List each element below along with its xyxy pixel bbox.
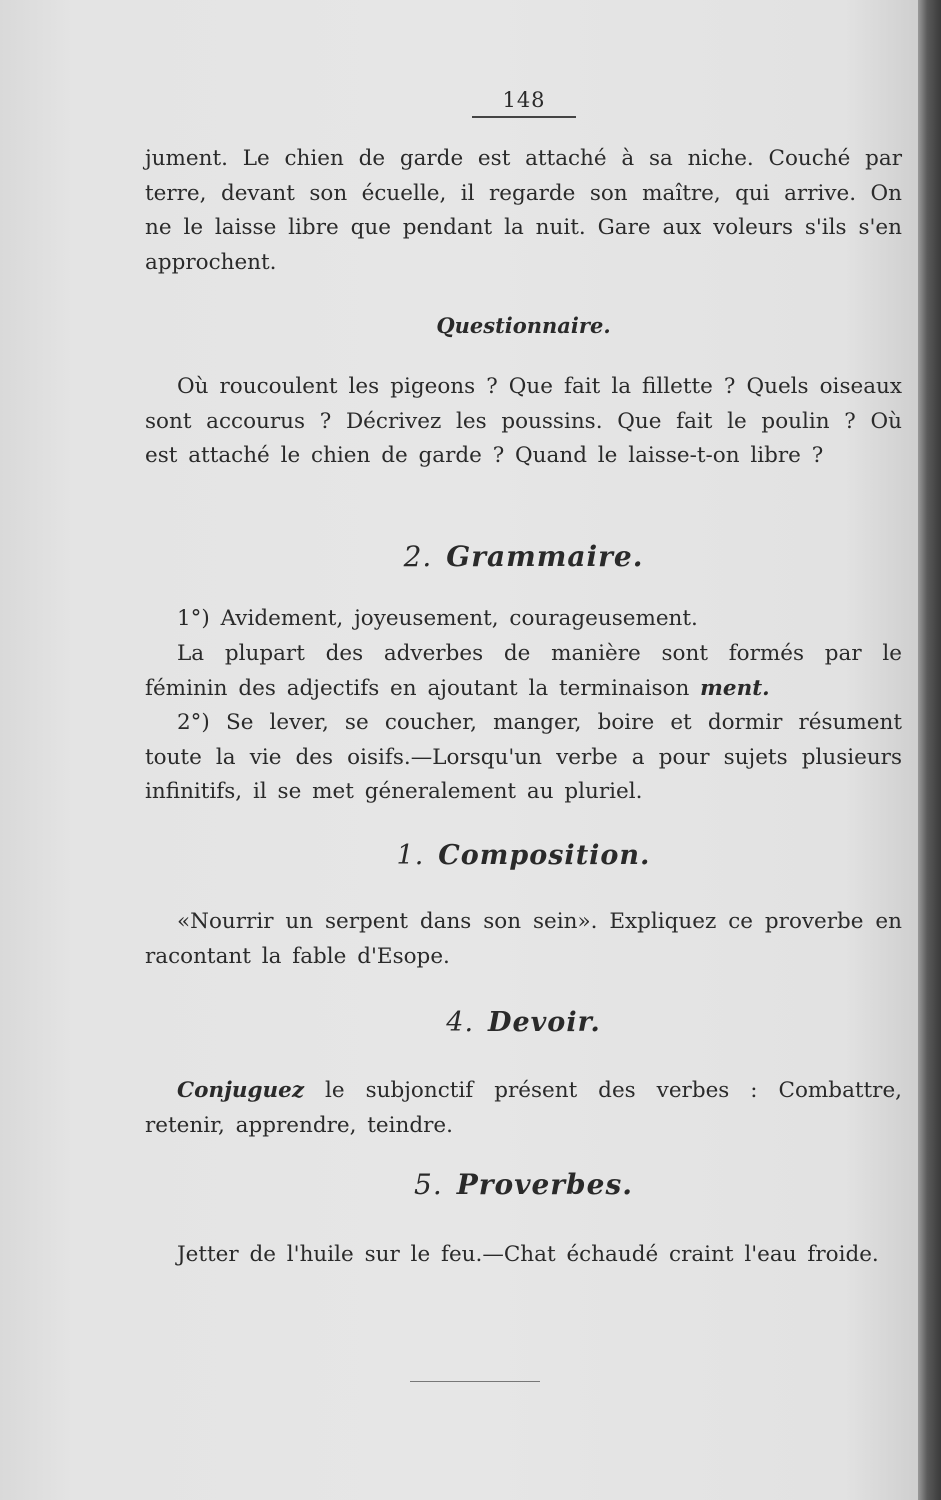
grammaire-rule-1 (145, 637, 902, 706)
intro-paragraph: jument. Le chien de garde est attaché à sa niche. Couché par terre, devant son écuelle, il regarde son maître, qui arrive. On ne le laisse libre que pendant la nuit. Gare aux voleurs s'ils s'en approchent. (145, 146, 902, 275)
devoir-text (145, 1074, 902, 1143)
devoir-title: Devoir. (488, 1007, 601, 1038)
proverbes-text: Jetter de l'huile sur le feu.—Chat échaudé craint l'eau froide. (177, 1242, 879, 1267)
grammaire-rule-1-term: ment. (700, 675, 770, 701)
composition-text: «Nourrir un serpent dans son sein». Expliquez ce proverbe en racontant la fable d'Esope. (145, 909, 902, 969)
page-edge-shadow (918, 0, 941, 1500)
grammaire-example-2: 2°) Se lever, se coucher, manger, boire et dormir résument toute la vie des oisifs.—Lorsqu'un verbe a pour sujets plusieurs infinitifs, il se met géneralement au pluriel. (145, 710, 902, 804)
proverbes-heading (145, 1168, 902, 1201)
composition-title: Composition. (438, 840, 651, 871)
composition-number: 1. (396, 840, 425, 871)
grammaire-example-1: 1°) Avidement, joyeusement, courageusement. (177, 606, 698, 631)
bottom-divider (410, 1381, 540, 1382)
devoir-heading (145, 1007, 902, 1038)
questionnaire-heading: Questionnaire. (436, 313, 611, 338)
grammaire-heading (145, 540, 902, 573)
page-number: 148 (472, 88, 576, 118)
questionnaire-text: Où roucoulent les pigeons ? Que fait la fillette ? Quels oiseaux sont accourus ? Décrivez les poussins. Que fait le poulin ? Où est attaché le chien de garde ? Quand le laisse-t-on libre ? (145, 374, 902, 468)
devoir-lead: Conjuguez (177, 1078, 305, 1103)
devoir-body: le subjonctif présent des verbes : Combattre, retenir, apprendre, teindre. (145, 1078, 903, 1138)
composition-heading (145, 840, 902, 871)
proverbes-title: Proverbes. (456, 1168, 633, 1201)
grammaire-number: 2. (403, 540, 433, 573)
grammaire-title: Grammaire. (446, 540, 644, 573)
proverbes-number: 5. (414, 1168, 443, 1201)
devoir-number: 4. (446, 1007, 475, 1038)
grammaire-rule-1-text: La plupart des adverbes de manière sont formés par le féminin des adjectifs en ajoutant la terminaison (145, 641, 902, 701)
